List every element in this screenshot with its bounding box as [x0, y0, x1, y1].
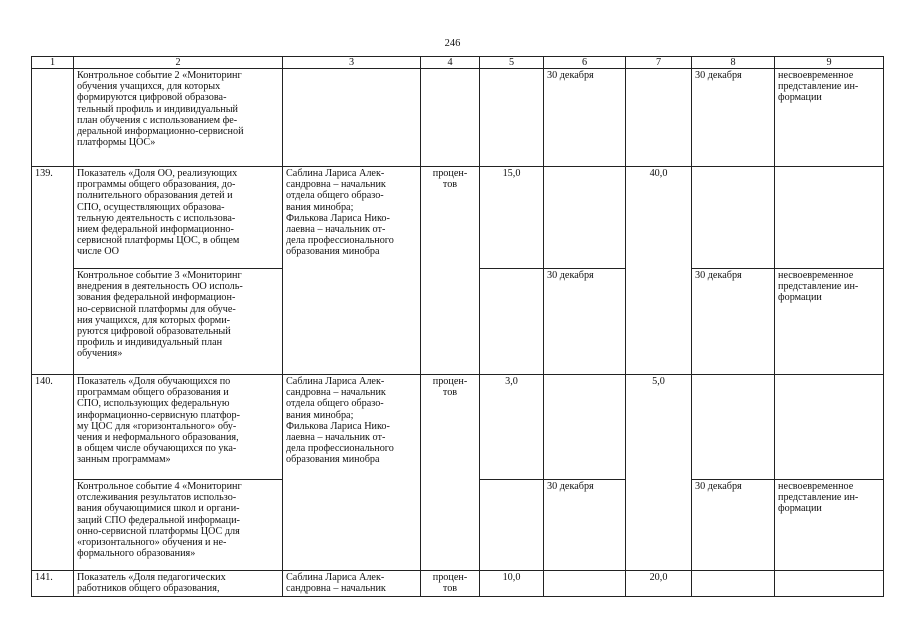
risk-note: несвоевременное представление ин- формации	[775, 69, 884, 167]
date-cell	[692, 571, 775, 597]
event-description: Контрольное событие 4 «Мониторинг отслеживания результатов использо- вания обучающимися школ и органи- заций СПО федеральной информаци- онно-сервисной платформы ЦОС для «горизонтального» обучения и не- формального образования»	[74, 480, 283, 571]
value-cell	[480, 69, 544, 167]
column-header: 6	[544, 57, 626, 69]
table-row	[32, 69, 884, 167]
indicator-description: Показатель «Доля обучающихся по программам общего образования и СПО, использующих федеральную информационно-сервисную платфор- му ЦОС для «горизонтального» обу- чения и неформального образования, в общем числе обучающихся по ука- занным программам»	[74, 375, 283, 480]
event-deadline: 30 декабря	[692, 480, 775, 571]
value-cell	[480, 480, 544, 571]
date-cell	[544, 375, 626, 480]
column-header-row	[32, 57, 884, 69]
event-description: Контрольное событие 3 «Мониторинг внедрения в деятельность ОО исполь- зования федеральной информацион- но-сервисной платформы для обуче- ния учащихся, для которых форми- руются цифровой образовательный профиль и индивидуальный план обучения»	[74, 269, 283, 375]
risk-note: несвоевременное представление ин- формации	[775, 269, 884, 375]
unit-of-measure: процен- тов	[421, 571, 480, 597]
target-value: 40,0	[626, 167, 692, 375]
plan-table	[31, 56, 884, 597]
responsible-cell	[283, 69, 421, 167]
note-cell	[775, 375, 884, 480]
event-date: 30 декабря	[544, 69, 626, 167]
base-value: 10,0	[480, 571, 544, 597]
unit-of-measure: процен- тов	[421, 167, 480, 375]
indicator-description: Показатель «Доля ОО, реализующих программы общего образования, до- полнительного образования детей и СПО, осуществляющих образова- тельную деятельность с использова- нием федеральной информационно- сервисной платформы ЦОС, в общем числе ОО	[74, 167, 283, 269]
table-row	[32, 571, 884, 597]
value-cell	[626, 69, 692, 167]
column-header: 5	[480, 57, 544, 69]
row-number: 140.	[32, 375, 74, 571]
note-cell	[775, 167, 884, 269]
note-cell	[775, 571, 884, 597]
value-cell	[480, 269, 544, 375]
date-cell	[544, 167, 626, 269]
responsible-person: Саблина Лариса Алек- сандровна – начальник	[283, 571, 421, 597]
column-header: 9	[775, 57, 884, 69]
date-cell	[692, 167, 775, 269]
event-deadline: 30 декабря	[692, 269, 775, 375]
target-value: 5,0	[626, 375, 692, 571]
base-value: 15,0	[480, 167, 544, 269]
table-row	[32, 375, 884, 480]
risk-note: несвоевременное представление ин- формации	[775, 480, 884, 571]
page-number: 246	[444, 38, 461, 49]
target-value: 20,0	[626, 571, 692, 597]
column-header: 2	[74, 57, 283, 69]
column-header: 3	[283, 57, 421, 69]
column-header: 1	[32, 57, 74, 69]
event-date: 30 декабря	[544, 480, 626, 571]
row-number	[32, 69, 74, 167]
event-deadline: 30 декабря	[692, 69, 775, 167]
table-row	[32, 167, 884, 269]
date-cell	[692, 375, 775, 480]
indicator-description: Показатель «Доля педагогических работников общего образования,	[74, 571, 283, 597]
date-cell	[544, 571, 626, 597]
column-header: 4	[421, 57, 480, 69]
unit-cell	[421, 69, 480, 167]
responsible-person: Саблина Лариса Алек- сандровна – начальник отдела общего образо- вания минобра; Филькова Лариса Нико- лаевна – начальник от- дела профессионального образования минобра	[283, 167, 421, 375]
row-number: 141.	[32, 571, 74, 597]
base-value: 3,0	[480, 375, 544, 480]
column-header: 8	[692, 57, 775, 69]
event-date: 30 декабря	[544, 269, 626, 375]
responsible-person: Саблина Лариса Алек- сандровна – начальник отдела общего образо- вания минобра; Филькова Лариса Нико- лаевна – начальник от- дела профессионального образования минобра	[283, 375, 421, 571]
event-description: Контрольное событие 2 «Мониторинг обучения учащихся, для которых формируются цифровой образова- тельный профиль и индивидуальный план обучения с использованием фе- деральной информационно-сервисной платформы ЦОС»	[74, 69, 283, 167]
column-header: 7	[626, 57, 692, 69]
row-number: 139.	[32, 167, 74, 375]
unit-of-measure: процен- тов	[421, 375, 480, 571]
